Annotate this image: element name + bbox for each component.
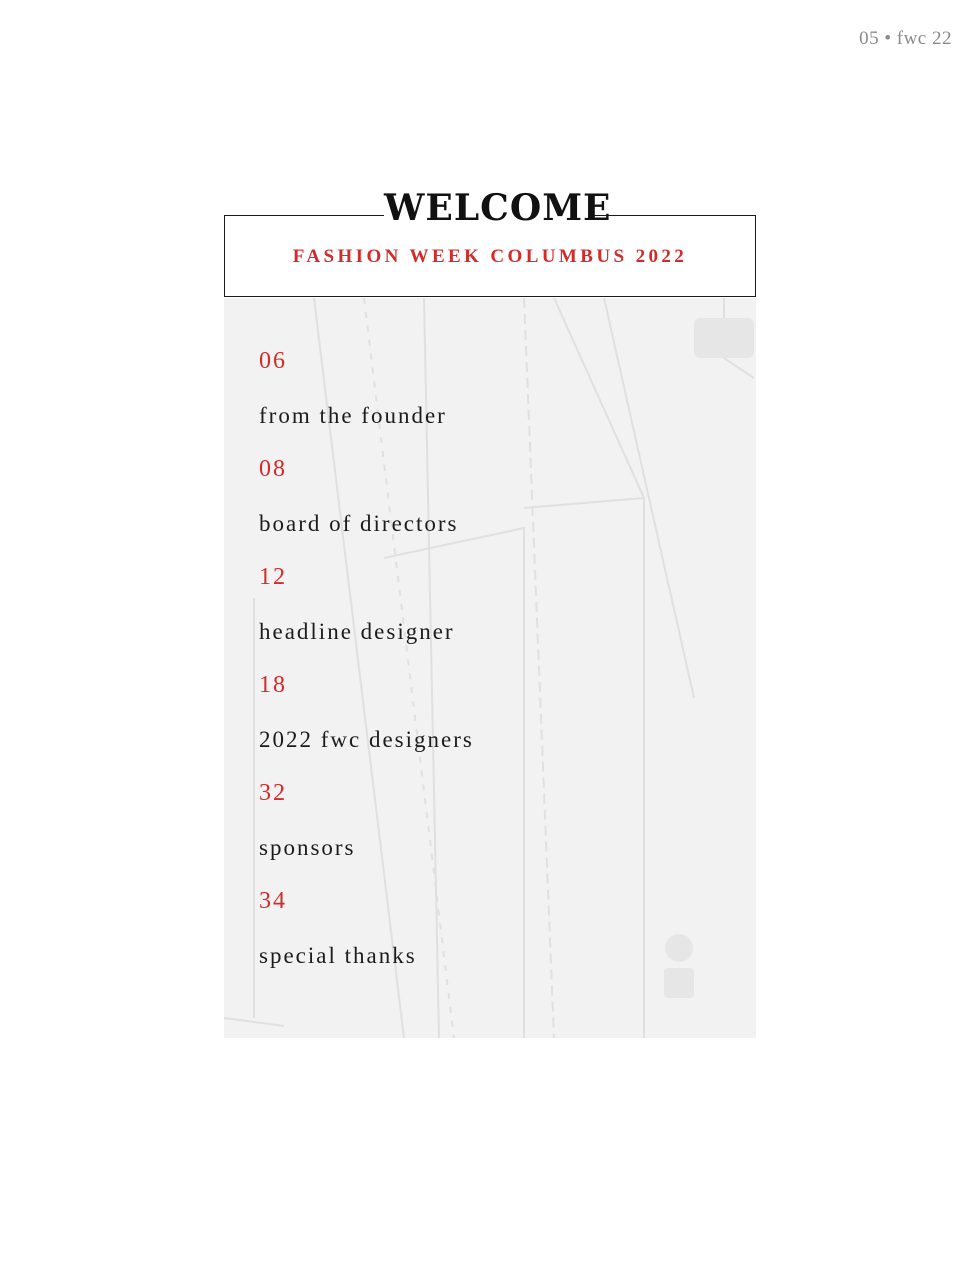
toc-page-number: 18 <box>259 672 287 698</box>
toc-label: from the founder <box>259 403 447 428</box>
toc-label: sponsors <box>259 835 356 860</box>
toc-label: headline designer <box>259 619 455 644</box>
toc-label: 2022 fwc designers <box>259 727 474 752</box>
toc-label: board of directors <box>259 511 459 536</box>
toc-page-number: 08 <box>259 456 287 482</box>
toc-label: special thanks <box>259 943 417 968</box>
toc-page-number: 06 <box>259 348 287 374</box>
page-folio: 05 • fwc 22 <box>859 28 952 49</box>
toc-page-number: 32 <box>259 780 287 806</box>
toc-page-number: 34 <box>259 888 287 914</box>
toc-page-number: 12 <box>259 564 287 590</box>
page-subtitle: FASHION WEEK COLUMBUS 2022 <box>292 246 688 267</box>
page-title: WELCOME <box>384 187 612 229</box>
